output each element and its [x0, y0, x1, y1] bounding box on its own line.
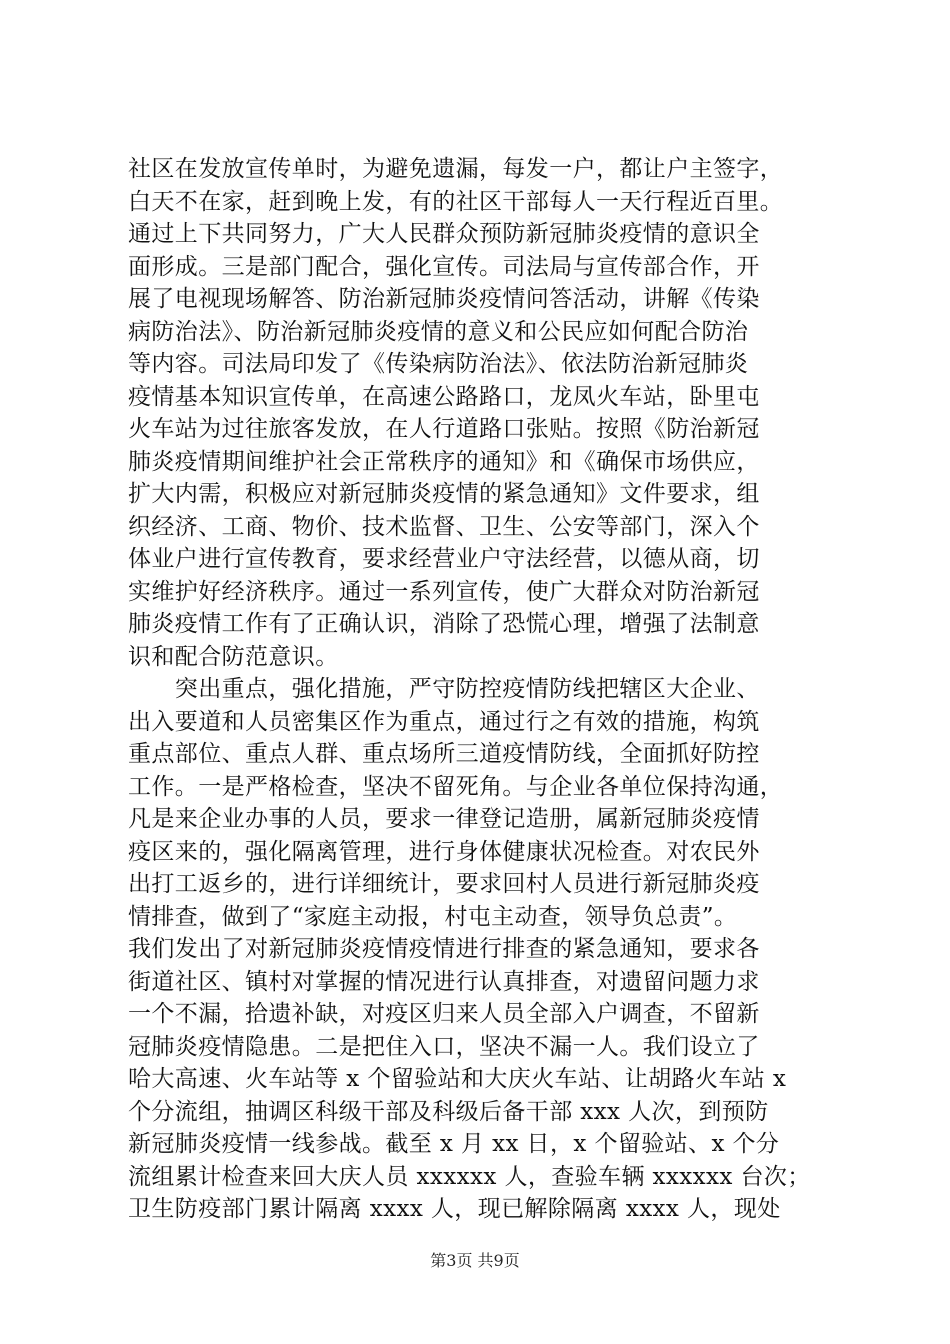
text-line: 凡是来企业办事的人员，要求一律登记造册，属新冠肺炎疫情	[128, 806, 760, 832]
text-line: 疫情基本知识宣传单，在高速公路路口，龙凤火车站，卧里屯	[128, 383, 760, 410]
text-line: 社区在发放宣传单时，为避免遗漏，每发一户，都让户主签字，	[128, 156, 784, 182]
text-line: 冠肺炎疫情隐患。二是把住入口，坚决不漏一人。我们设立了	[128, 1033, 760, 1060]
text-line: 通过上下共同努力，广大人民群众预防新冠肺炎疫情的意识全	[128, 221, 760, 247]
text-line: 突出重点，强化措施，严守防控疫情防线把辖区大企业、	[128, 676, 760, 702]
text-line: 哈大高速、火车站等 x 个留验站和大庆火车站、让胡路火车站 x	[128, 1066, 787, 1092]
text-line: 实维护好经济秩序。通过一系列宣传，使广大群众对防治新冠	[128, 578, 760, 605]
text-line: 肺炎疫情工作有了正确认识，消除了恐慌心理，增强了法制意	[128, 611, 760, 637]
text-line: 火车站为过往旅客发放，在人行道路口张贴。按照《防治新冠	[128, 416, 760, 442]
text-line: 新冠肺炎疫情一线参战。截至 x 月 xx 日，x 个留验站、x 个分	[128, 1131, 780, 1157]
text-line: 扩大内需，积极应对新冠肺炎疫情的紧急通知》文件要求，组	[128, 481, 760, 507]
text-line: 工作。一是严格检查，坚决不留死角。与企业各单位保持沟通，	[128, 773, 784, 800]
text-line: 织经济、工商、物价、技术监督、卫生、公安等部门，深入个	[128, 513, 760, 540]
text-line: 等内容。司法局印发了《传染病防治法》、依法防治新冠肺炎	[128, 351, 749, 377]
text-line: 流组累计检查来回大庆人员 xxxxxx 人，查验车辆 xxxxxx 台次；	[128, 1163, 811, 1190]
text-line: 出打工返乡的，进行详细统计，要求回村人员进行新冠肺炎疫	[128, 871, 760, 897]
text-line: 出入要道和人员密集区作为重点，通过行之有效的措施，构筑	[128, 708, 760, 735]
text-line: 重点部位、重点人群、重点场所三道疫情防线，全面抓好防控	[128, 741, 760, 767]
text-line: 情排查，做到了“家庭主动报，村屯主动查，领导负总责”。	[128, 903, 738, 930]
page-footer	[0, 1251, 950, 1271]
text-line: 体业户进行宣传教育，要求经营业户守法经营，以德从商，切	[128, 546, 760, 572]
text-line: 我们发出了对新冠肺炎疫情疫情进行排查的紧急通知，要求各	[128, 936, 760, 962]
document-body	[128, 153, 828, 1226]
text-line: 病防治法》、防治新冠肺炎疫情的意义和公民应如何配合防治	[128, 318, 749, 345]
text-line: 街道社区、镇村对掌握的情况进行认真排查，对遗留问题力求	[128, 968, 760, 995]
text-line: 卫生防疫部门累计隔离 xxxx 人，现已解除隔离 xxxx 人，现处	[128, 1196, 781, 1222]
text-line: 展了电视现场解答、防治新冠肺炎疫情问答活动，讲解《传染	[128, 286, 760, 312]
text-line: 个分流组，抽调区科级干部及科级后备干部 xxx 人次，到预防	[128, 1098, 769, 1125]
page-number: 第3页 共9页	[430, 1251, 520, 1270]
text-line: 肺炎疫情期间维护社会正常秩序的通知》和《确保市场供应，	[128, 448, 760, 475]
text-line: 面形成。三是部门配合，强化宣传。司法局与宣传部合作，开	[128, 253, 760, 280]
text-line: 白天不在家，赶到晚上发，有的社区干部每人一天行程近百里。	[128, 188, 784, 215]
text-line: 识和配合防范意识。	[128, 643, 339, 670]
text-line: 一个不漏，拾遗补缺，对疫区归来人员全部入户调查，不留新	[128, 1001, 760, 1027]
text-line: 疫区来的，强化隔离管理，进行身体健康状况检查。对农民外	[128, 838, 760, 865]
